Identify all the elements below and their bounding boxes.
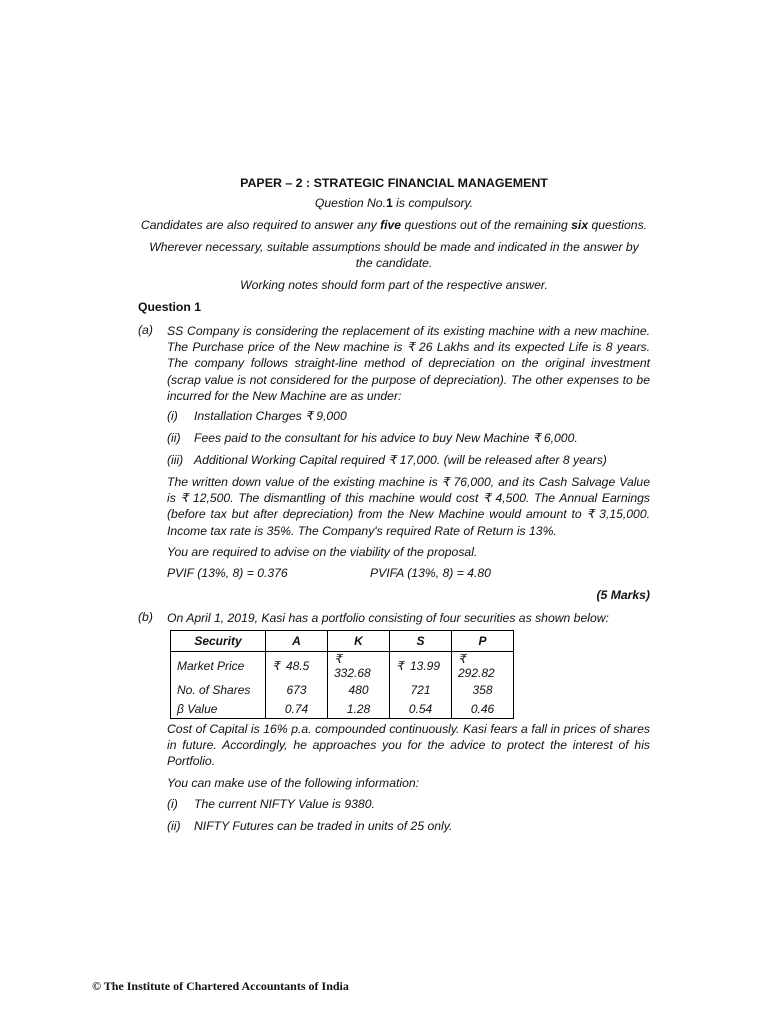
rupee-symbol: ₹ <box>396 659 404 673</box>
item-number: (i) <box>167 409 178 423</box>
cell-value: 48.5 <box>286 659 310 673</box>
item-text: Fees paid to the consultant for his advice to buy New Machine ₹ 6,000. <box>194 431 578 445</box>
question-heading: Question 1 <box>138 300 201 314</box>
table-cell <box>328 652 390 681</box>
candidates-five: five <box>380 218 402 232</box>
table-cell: 358 <box>452 680 514 699</box>
table-row <box>171 680 514 699</box>
cell-value: 13.99 <box>410 659 441 673</box>
cell-value: 292.82 <box>458 666 495 680</box>
header-security: Security <box>171 631 266 652</box>
marks-label: (5 Marks) <box>596 588 650 602</box>
part-b-cost-of-capital: Cost of Capital is 16% p.a. compounded continuously. Kasi fears a fall in prices of shares in future. Accordingly, he approaches you for the advice to protect the interest of his Portfolio. <box>167 722 650 769</box>
header-a: A <box>266 631 328 652</box>
item-number: (ii) <box>167 819 181 833</box>
table-cell: 1.28 <box>328 699 390 719</box>
table-cell: 721 <box>390 680 452 699</box>
compulsory-text-pre: Question No. <box>314 196 386 210</box>
table-cell <box>390 652 452 681</box>
part-a-intro: SS Company is considering the replacement of its existing machine with a new machine. The Purchase price of the New machine is ₹ 26 Lakhs and its expected Life is 8 years. The company follows straight-line method of depreciation on the original investment (scrap value is not considered for the purpose of depreciation). The other expenses to be incurred for the New Machine are as under: <box>167 324 650 403</box>
part-a-item-3 <box>167 453 607 467</box>
candidates-note <box>118 217 670 233</box>
part-b-label: (b) <box>138 610 153 624</box>
item-text: Additional Working Capital required ₹ 17,000. (will be released after 8 years) <box>194 453 607 467</box>
table-cell: 0.74 <box>266 699 328 719</box>
header-p: P <box>452 631 514 652</box>
part-a-label: (a) <box>138 323 153 337</box>
table-header-row <box>171 631 514 652</box>
row-label: Market Price <box>171 652 266 681</box>
table-cell <box>266 652 328 681</box>
table-cell: 480 <box>328 680 390 699</box>
securities-table <box>170 630 514 719</box>
compulsory-note <box>118 195 670 211</box>
item-number: (iii) <box>167 453 184 467</box>
table-cell <box>452 652 514 681</box>
item-text: The current NIFTY Value is 9380. <box>194 797 375 811</box>
copyright-footer: © The Institute of Chartered Accountants of India <box>92 979 349 993</box>
table-cell: 0.54 <box>390 699 452 719</box>
header-k: K <box>328 631 390 652</box>
item-number: (ii) <box>167 431 181 445</box>
working-notes-note: Working notes should form part of the respective answer. <box>240 278 548 292</box>
candidates-text-pre: Candidates are also required to answer any <box>140 218 381 232</box>
candidates-text-post: questions. <box>588 218 648 232</box>
cell-value: 332.68 <box>334 666 371 680</box>
row-label: No. of Shares <box>171 680 266 699</box>
table-cell: 0.46 <box>452 699 514 719</box>
pvifa-value: PVIFA (13%, 8) = 4.80 <box>370 566 491 580</box>
rupee-symbol: ₹ <box>458 652 466 666</box>
candidates-six: six <box>571 218 589 232</box>
assumptions-note: Wherever necessary, suitable assumptions should be made and indicated in the answer by the candidate. <box>149 240 639 270</box>
part-a-wdv: The written down value of the existing machine is ₹ 76,000, and its Cash Salvage Value is ₹ 12,500. The dismantling of this machine would cost ₹ 4,500. The Annual Earnings (before tax but after depreciation) from the New Machine would amount to ₹ 3,15,000. Income tax rate is 35%. The Company's required Rate of Return is 13%. <box>167 475 650 538</box>
compulsory-text-post: is compulsory. <box>392 196 474 210</box>
part-b-item-1 <box>167 797 375 811</box>
paper-title: PAPER – 2 : STRATEGIC FINANCIAL MANAGEMENT <box>240 176 548 190</box>
table-cell: 673 <box>266 680 328 699</box>
item-text: Installation Charges ₹ 9,000 <box>194 409 347 423</box>
header-s: S <box>390 631 452 652</box>
part-b-info-intro: You can make use of the following information: <box>167 776 420 790</box>
table-row <box>171 699 514 719</box>
row-label: β Value <box>171 699 266 719</box>
rupee-symbol: ₹ <box>334 652 342 666</box>
table-row <box>171 652 514 681</box>
pvif-value: PVIF (13%, 8) = 0.376 <box>167 566 288 580</box>
part-a-advise: You are required to advise on the viability of the proposal. <box>167 545 478 559</box>
rupee-symbol: ₹ <box>272 659 280 673</box>
part-a-item-2 <box>167 431 578 445</box>
part-b-item-2 <box>167 819 452 833</box>
candidates-text-mid: questions out of the remaining <box>401 218 572 232</box>
item-text: NIFTY Futures can be traded in units of 25 only. <box>194 819 453 833</box>
part-b-intro: On April 1, 2019, Kasi has a portfolio consisting of four securities as shown below: <box>167 611 609 625</box>
compulsory-number: 1 <box>385 196 393 210</box>
item-number: (i) <box>167 797 178 811</box>
part-a-item-1 <box>167 409 347 423</box>
